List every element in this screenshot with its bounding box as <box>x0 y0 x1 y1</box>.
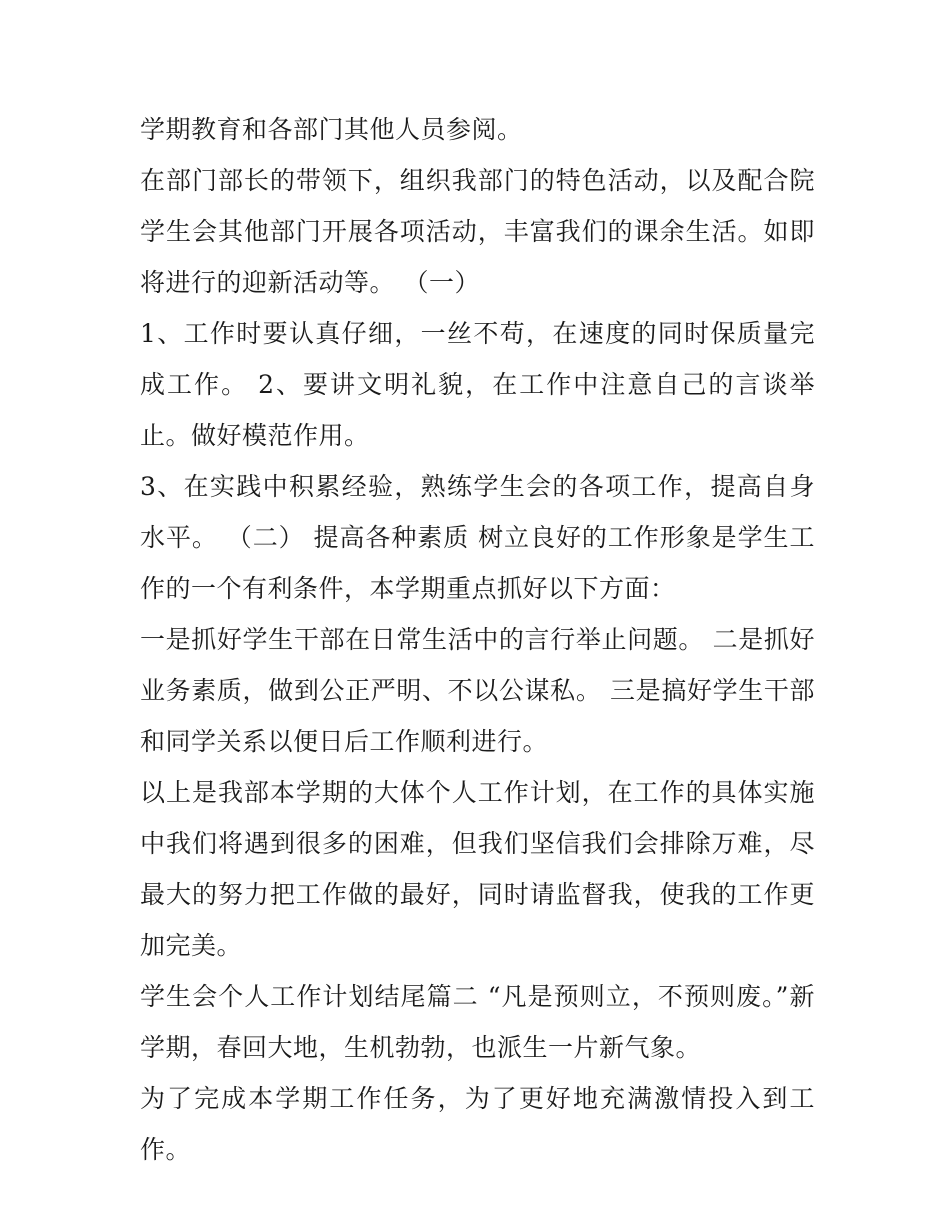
paragraph-5: 一是抓好学生干部在日常生活中的言行举止问题。 二是抓好业务素质，做到公正严明、不以公谋私。 三是搞好学生干部和同学关系以便日后工作顺利进行。 <box>140 625 815 756</box>
paragraph-8: 为了完成本学期工作任务，为了更好地充满激情投入到工作。 <box>140 1084 815 1164</box>
document-body <box>140 104 815 1175</box>
paragraph-4: 3、在实践中积累经验，熟练学生会的各项工作，提高自身水平。 （二） 提高各种素质 树立良好的工作形象是学生工作的一个有利条件，本学期重点抓好以下方面： <box>140 472 815 603</box>
paragraph-1: 学期教育和各部门其他人员参阅。 <box>140 115 523 144</box>
paragraph-6: 以上是我部本学期的大体个人工作计划，在工作的具体实施中我们将遇到很多的困难，但我们坚信我们会排除万难，尽最大的努力把工作做的最好，同时请监督我，使我的工作更加完美。 <box>140 778 815 960</box>
paragraph-3: 1、工作时要认真仔细，一丝不苟，在速度的同时保质量完成工作。 2、要讲文明礼貌，在工作中注意自己的言谈举止。做好模范作用。 <box>140 319 815 450</box>
paragraph-2: 在部门部长的带领下，组织我部门的特色活动，以及配合院学生会其他部门开展各项活动，丰富我们的课余生活。如即将进行的迎新活动等。 （一） <box>140 166 815 297</box>
paragraph-7: 学生会个人工作计划结尾篇二 “凡是预则立，不预则废。”新学期，春回大地，生机勃勃，也派生一片新气象。 <box>140 982 815 1062</box>
